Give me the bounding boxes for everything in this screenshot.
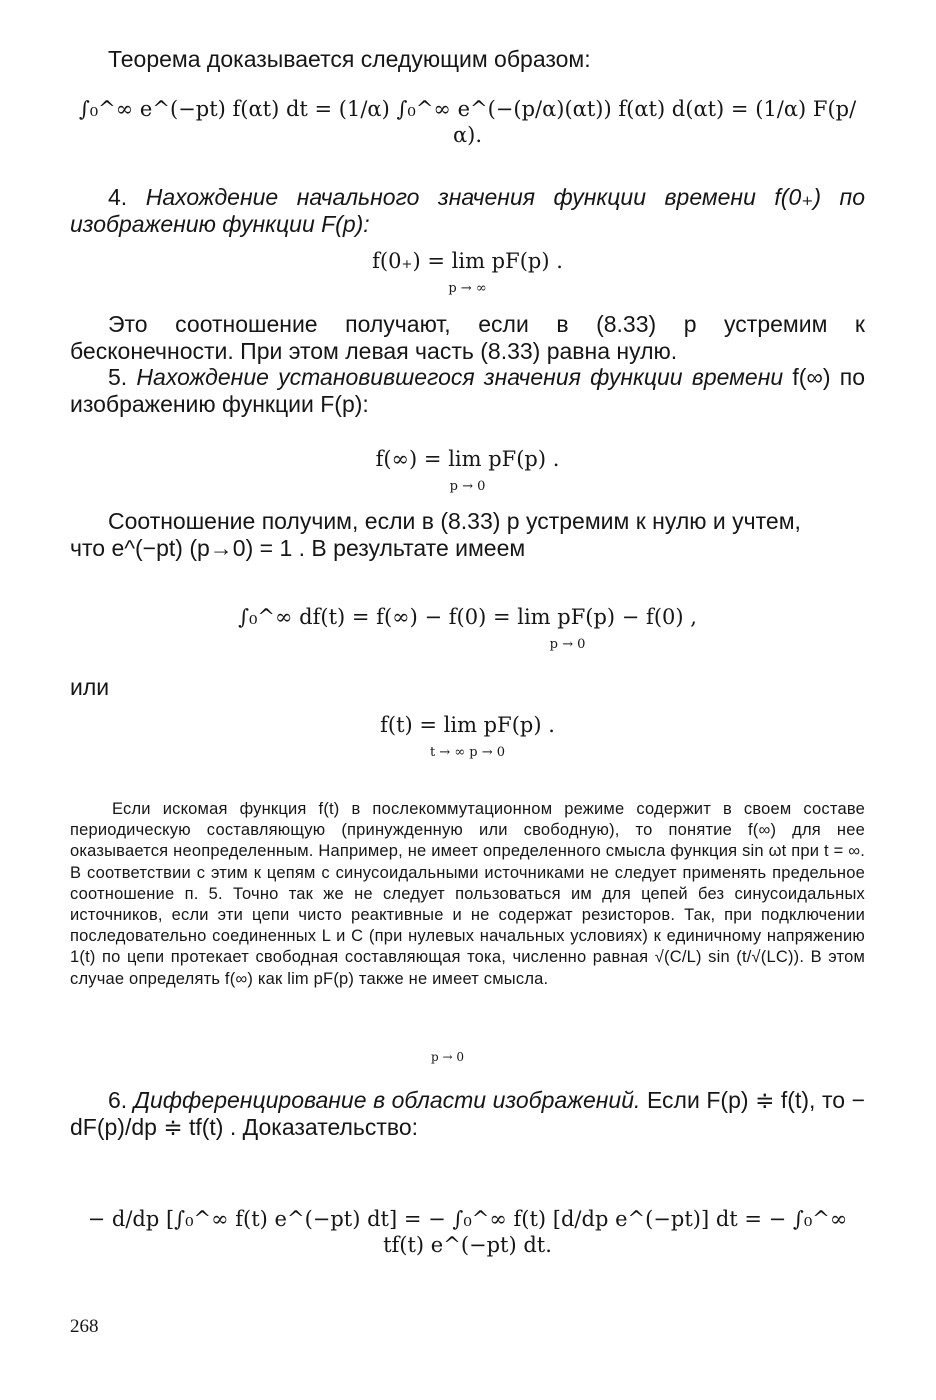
word-or: или (70, 674, 110, 700)
paragraph-final-value-line1: Соотношение получим, если в (8.33) p устремим к нулю и учтем, (108, 508, 801, 534)
formula-integral-df-subscript: p → 0 (549, 637, 586, 652)
item-5-number: 5. (108, 364, 128, 390)
paragraph-initial-value: Это соотношение получают, если в (8.33) p устремим к бесконечности. При этом левая часть (8.33) равна нулю. (70, 311, 865, 364)
formula-limit-equivalence-subscript: t → ∞ p → 0 (429, 745, 506, 760)
item-5-rest: f(∞) по изображению функции F(p): (70, 364, 865, 417)
theorem-proof-intro: Теорема доказывается следующим образом: (108, 46, 591, 72)
page-number: 268 (70, 1316, 99, 1337)
note-small-print: Если искомая функция f(t) в послекоммутационном режиме содержит в своем составе периодическую составляющую (принужденную или свободную), то понятие f(∞) для нее оказывается неопределенным. Например, не имеет определенного смысла функция sin ωt при t = ∞. В соответствии с этим к цепям с синусоидальными источниками не следует применять предельное соотношение п. 5. Точно так же не следует пользоваться им для цепей без синусоидальных источников, если эти цепи чисто реактивные и не содержат резисторов. Так, при подключении последовательно соединенных L и C (при нулевых начальных условиях) к единичному напряжению 1(t) по цепи протекает свободная составляющая тока, численно равная √(C/L) sin (t/√(LC)). В этом случае определять f(∞) как lim pF(p) также не имеет смысла. (70, 800, 865, 988)
formula-integral-df: ∫₀^∞ df(t) = f(∞) − f(0) = lim pF(p) − f(0) , (238, 605, 697, 629)
item-6-heading (70, 1087, 865, 1141)
formula-final-value: f(∞) = lim pF(p) . (375, 447, 560, 471)
item-6-number: 6. (108, 1087, 128, 1113)
note-limit-subscript: p → 0 (431, 1050, 464, 1064)
formula-final-value-subscript: p → 0 (449, 479, 486, 494)
item-6-rest: Если F(p) ≑ f(t), то − dF(p)/dp ≑ tf(t) . Доказательство: (70, 1087, 866, 1140)
formula-limit-equivalence: f(t) = lim pF(p) . (380, 713, 555, 737)
formula-initial-value: f(0₊) = lim pF(p) . (372, 249, 563, 273)
item-5-title: Нахождение установившегося значения функции времени (136, 364, 784, 390)
item-4-title: Нахождение начального значения функции времени f(0₊) по изображению функции F(p): (70, 184, 866, 237)
item-6-title: Дифференцирование в области изображений. (133, 1087, 641, 1113)
formula-scaling-proof: ∫₀^∞ e^(−pt) f(αt) dt = (1/α) ∫₀^∞ e^(−(p/α)(αt)) f(αt) d(αt) = (1/α) F(p/α). (78, 97, 857, 147)
item-4-number: 4. (108, 184, 128, 210)
item-4-heading (70, 184, 865, 238)
formula-initial-value-subscript: p → ∞ (448, 281, 487, 296)
paragraph-final-value-line2: что e^(−pt) (p→0) = 1 . В результате имеем (70, 535, 526, 561)
item-5-heading (70, 364, 865, 418)
formula-differentiation-proof: − d/dp [∫₀^∞ f(t) e^(−pt) dt] = − ∫₀^∞ f(t) [d/dp e^(−pt)] dt = − ∫₀^∞ tf(t) e^(−pt) dt. (87, 1207, 848, 1257)
